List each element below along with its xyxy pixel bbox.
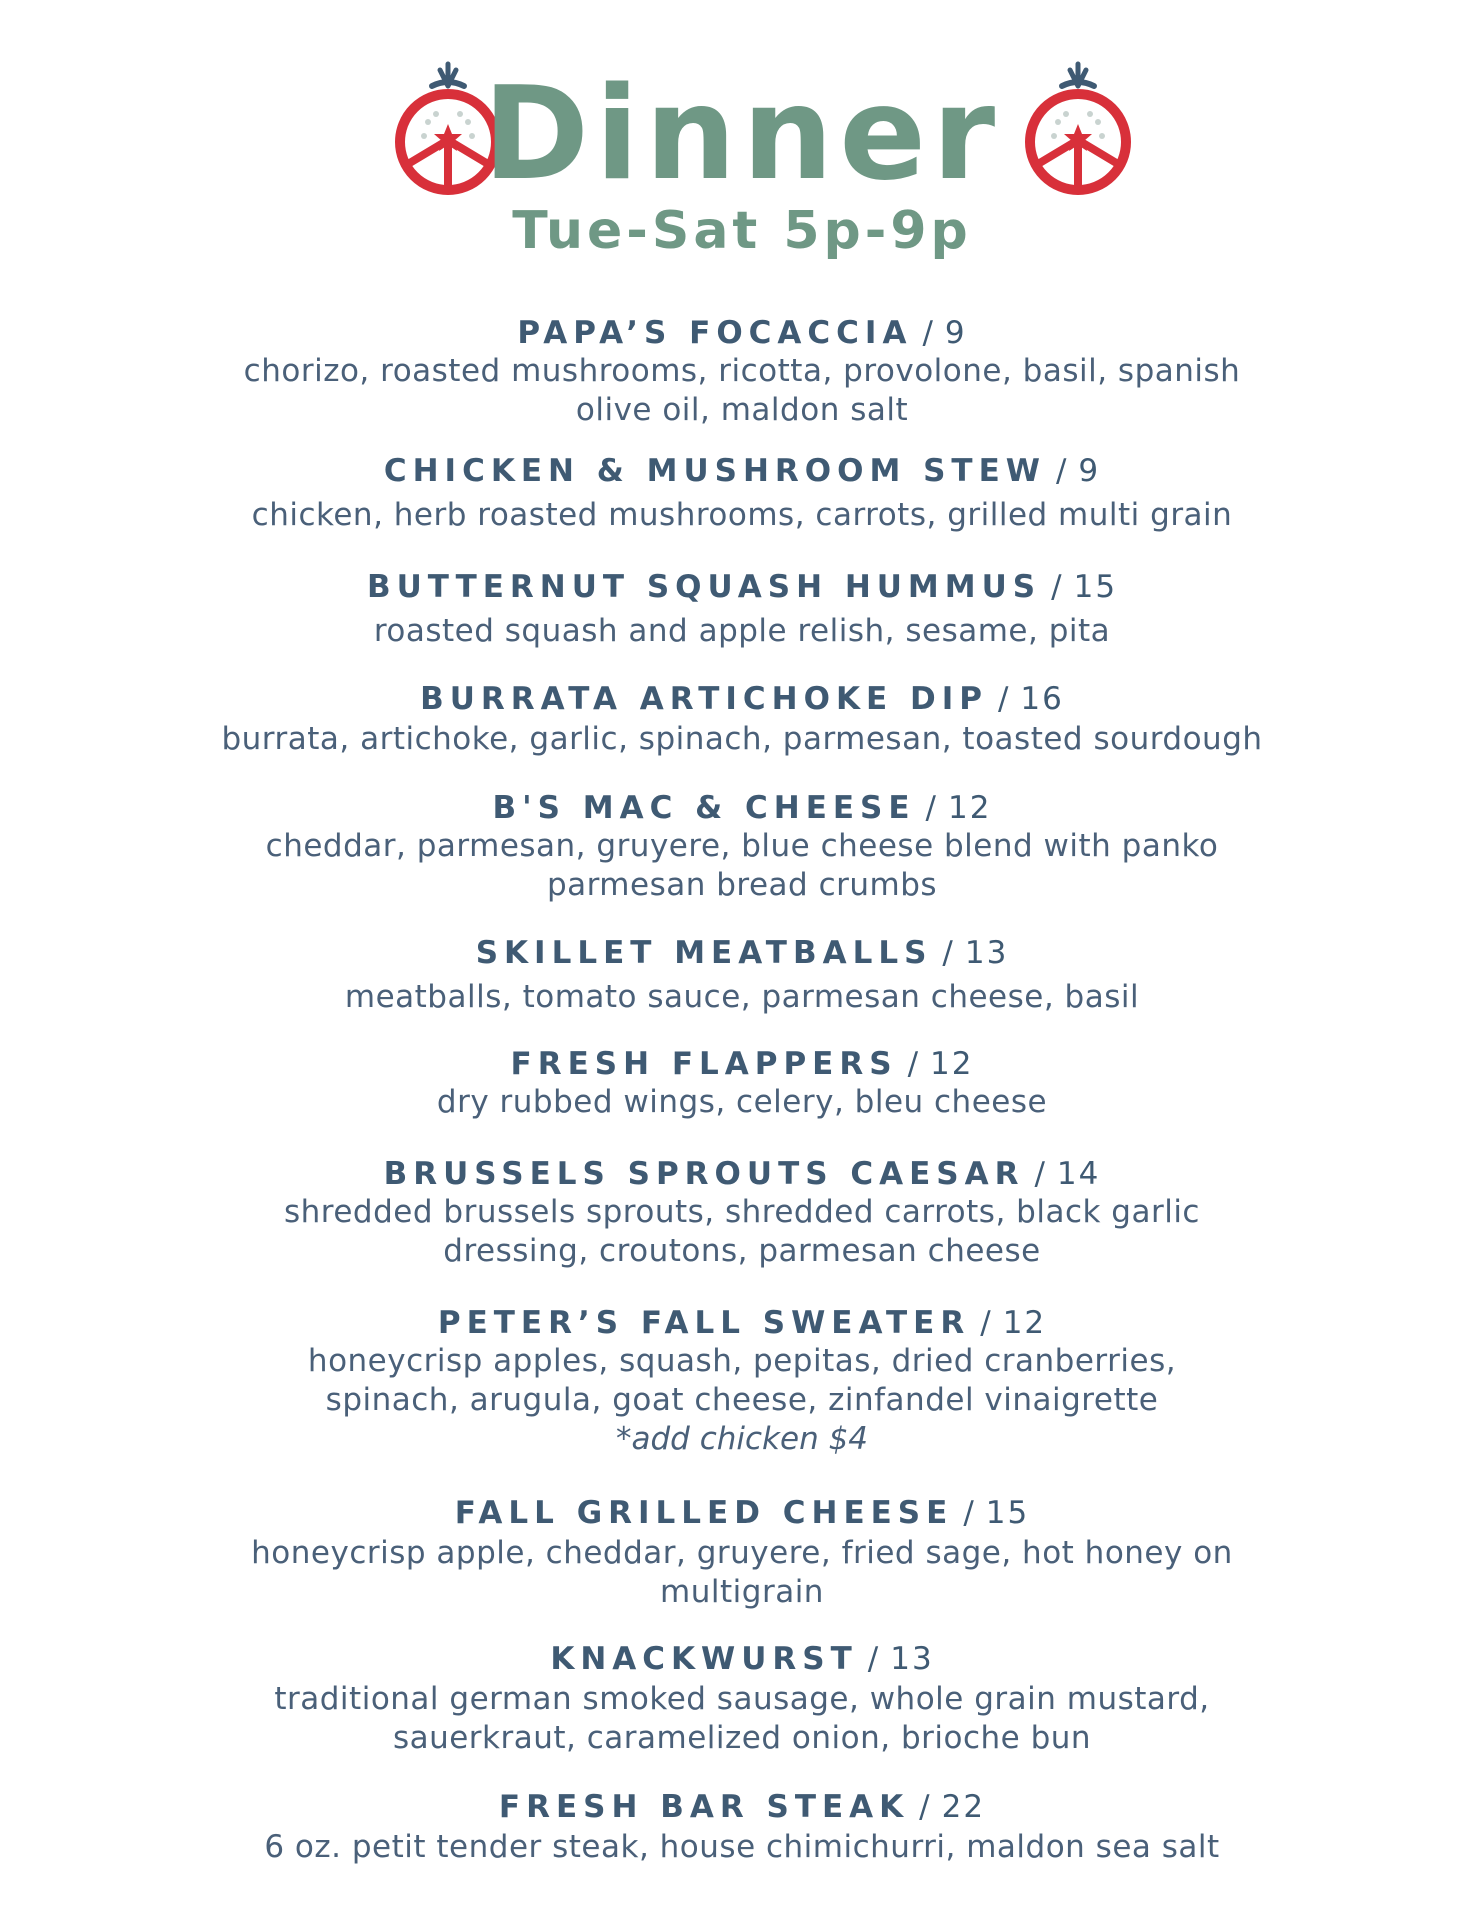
- price-separator: /: [867, 1641, 881, 1677]
- menu-item: [0, 1494, 1484, 1612]
- menu-item: [0, 1304, 1484, 1459]
- menu-item: [0, 568, 1484, 651]
- price-separator: /: [922, 315, 935, 351]
- item-description: meatballs, tomato sauce, parmesan cheese, basil: [344, 979, 1140, 1015]
- price-separator: /: [1034, 1156, 1047, 1192]
- service-hours: Tue-Sat 5p-9p: [512, 201, 972, 261]
- item-price: 15: [1073, 569, 1118, 605]
- menu-item: [0, 680, 1484, 759]
- item-price: 13: [964, 935, 1009, 971]
- item-description: dressing, croutons, parmesan cheese: [443, 1233, 1041, 1269]
- price-separator: /: [1055, 453, 1069, 489]
- item-description: honeycrisp apple, cheddar, gruyere, fried sage, hot honey on: [251, 1535, 1233, 1571]
- item-description: chicken, herb roasted mushrooms, carrots, grilled multi grain: [251, 497, 1233, 533]
- price-separator: /: [907, 1046, 921, 1082]
- price-separator: /: [1051, 569, 1064, 605]
- item-name: FALL GRILLED CHEESE: [454, 1495, 954, 1531]
- tomato-icon: [1018, 52, 1138, 202]
- item-description: sauerkraut, caramelized onion, brioche bun: [392, 1720, 1092, 1756]
- price-separator: /: [925, 790, 938, 826]
- item-price: 13: [890, 1641, 934, 1677]
- menu-item: [0, 934, 1484, 1017]
- item-description: 6 oz. petit tender steak, house chimichurri, maldon sea salt: [264, 1829, 1220, 1865]
- price-separator: /: [942, 935, 955, 971]
- price-separator: /: [963, 1495, 976, 1531]
- item-description: multigrain: [660, 1574, 824, 1610]
- menu-item: [0, 1045, 1484, 1122]
- menu-item: [0, 1788, 1484, 1867]
- item-name: BRUSSELS SPROUTS CAESAR: [383, 1156, 1025, 1192]
- item-description: traditional german smoked sausage, whole grain mustard,: [274, 1681, 1210, 1717]
- item-description: roasted squash and apple relish, sesame, pita: [373, 613, 1111, 649]
- item-name: PETER’S FALL SWEATER: [437, 1305, 971, 1341]
- item-name: KNACKWURST: [550, 1641, 858, 1677]
- item-price: 14: [1056, 1156, 1101, 1192]
- item-description: parmesan bread crumbs: [546, 867, 938, 903]
- menu-item: [0, 789, 1484, 905]
- item-description: shredded brussels sprouts, shredded carrots, black garlic: [284, 1194, 1200, 1230]
- item-price: 12: [1002, 1305, 1047, 1341]
- item-description: dry rubbed wings, celery, bleu cheese: [436, 1084, 1048, 1120]
- item-name: PAPA’S FOCACCIA: [517, 315, 913, 351]
- price-separator: /: [919, 1789, 932, 1825]
- item-price: 9: [944, 315, 967, 351]
- menu-item: [0, 1640, 1484, 1758]
- item-addon-note: *add chicken $4: [615, 1421, 869, 1457]
- item-price: 15: [985, 1495, 1030, 1531]
- item-name: CHICKEN & MUSHROOM STEW: [383, 453, 1046, 489]
- item-name: FRESH FLAPPERS: [510, 1046, 898, 1082]
- item-name: SKILLET MEATBALLS: [475, 935, 933, 971]
- item-description: cheddar, parmesan, gruyere, blue cheese blend with panko: [265, 828, 1219, 864]
- item-name: B'S MAC & CHEESE: [492, 790, 916, 826]
- item-name: FRESH BAR STEAK: [498, 1789, 910, 1825]
- item-description: spinach, arugula, goat cheese, zinfandel vinaigrette: [325, 1382, 1159, 1418]
- item-name: BUTTERNUT SQUASH HUMMUS: [366, 569, 1042, 605]
- menu-item: [0, 1155, 1484, 1271]
- item-description: chorizo, roasted mushrooms, ricotta, provolone, basil, spanish: [243, 353, 1241, 389]
- item-price: 9: [1078, 453, 1101, 489]
- menu-item: [0, 452, 1484, 535]
- item-price: 12: [948, 790, 992, 826]
- page-title: Dinner: [482, 60, 1002, 209]
- menu-header: [0, 44, 1484, 274]
- item-name: BURRATA ARTICHOKE DIP: [420, 681, 988, 717]
- price-separator: /: [997, 681, 1011, 717]
- item-price: 12: [930, 1046, 974, 1082]
- item-description: burrata, artichoke, garlic, spinach, parmesan, toasted sourdough: [221, 721, 1263, 757]
- price-separator: /: [980, 1305, 993, 1341]
- item-price: 22: [941, 1789, 986, 1825]
- item-description: olive oil, maldon salt: [575, 392, 909, 428]
- item-description: honeycrisp apples, squash, pepitas, dried cranberries,: [307, 1343, 1177, 1379]
- menu-item: [0, 314, 1484, 430]
- item-price: 16: [1020, 681, 1064, 717]
